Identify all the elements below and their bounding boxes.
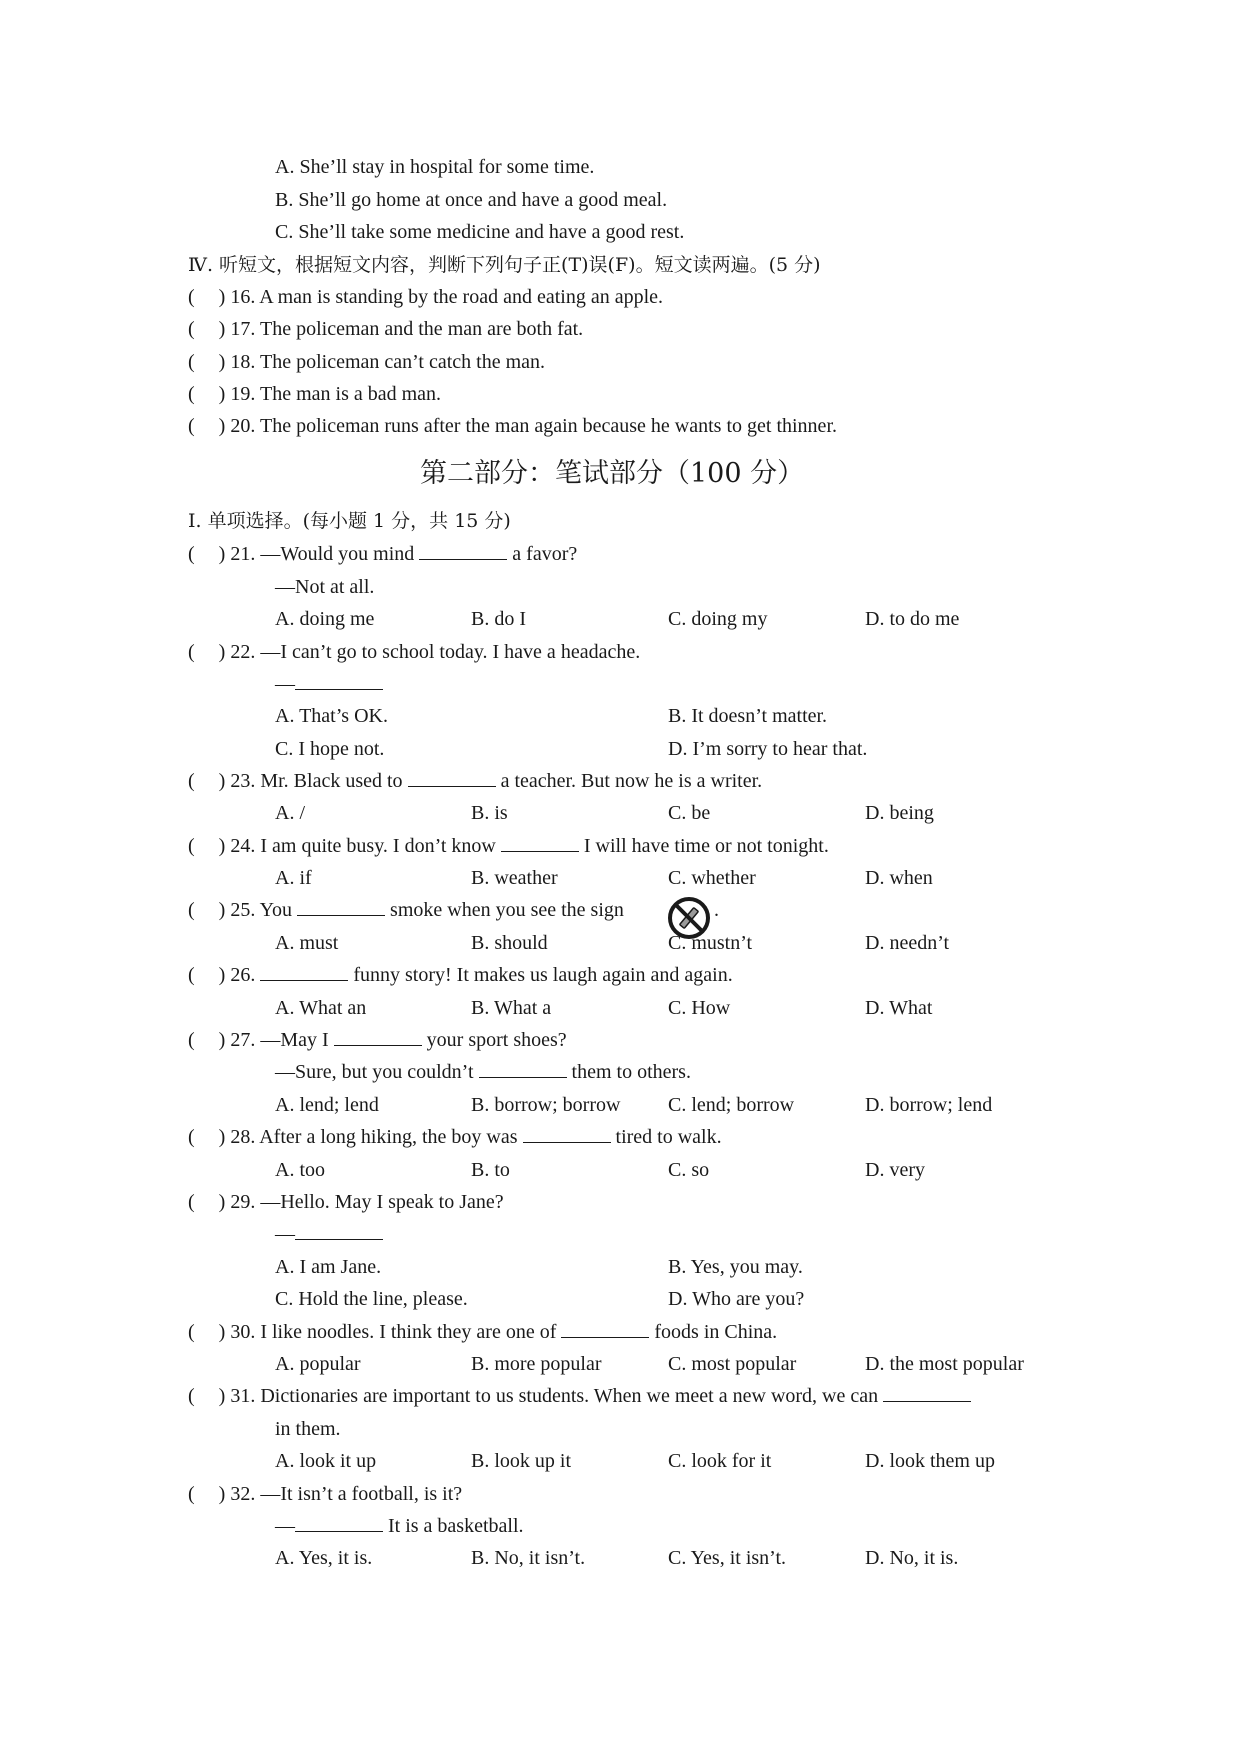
option-d: D. being — [865, 802, 934, 824]
question-stem: I will have time or not tonight. — [583, 835, 829, 857]
dialogue-reply — [275, 1514, 524, 1538]
answer-bracket-open: ( — [188, 1029, 195, 1051]
option-a: A. doing me — [275, 608, 375, 630]
option-c: C. How — [668, 997, 731, 1019]
option-c: C. She’ll take some medicine and have a good rest. — [275, 221, 685, 243]
question-stem: 23. Mr. Black used to — [230, 770, 403, 792]
question-stem: tired to walk. — [615, 1126, 722, 1148]
tf-item — [188, 285, 663, 309]
question-22 — [188, 640, 640, 664]
answer-bracket-close: ) — [218, 899, 226, 921]
answer-bracket-close: ) — [218, 770, 226, 792]
option-b: B. She’ll go home at once and have a good meal. — [275, 189, 668, 211]
option-a: A. I am Jane. — [275, 1256, 382, 1278]
option-c: C. mustn’t — [668, 932, 753, 954]
answer-bracket-close: ) — [218, 1191, 226, 1213]
tf-item — [188, 350, 545, 374]
answer-bracket-close: ) — [218, 383, 226, 405]
option-c: C. so — [668, 1159, 710, 1181]
answer-bracket-open: ( — [188, 835, 195, 857]
option-d: D. needn’t — [865, 932, 950, 954]
option-d: D. I’m sorry to hear that. — [668, 738, 868, 760]
answer-blank — [501, 834, 579, 852]
question-stem: 31. Dictionaries are important to us students. When we meet a new word, we can — [230, 1385, 879, 1407]
answer-blank — [295, 1222, 383, 1240]
answer-bracket-open: ( — [188, 286, 195, 308]
answer-bracket-close: ) — [218, 415, 226, 437]
tf-item — [188, 382, 441, 406]
question-stem: 21. —Would you mind — [230, 543, 415, 565]
question-stem: 32. —It isn’t a football, is it? — [230, 1483, 463, 1505]
option-d: D. Who are you? — [668, 1288, 805, 1310]
answer-bracket-open: ( — [188, 351, 195, 373]
question-31 — [188, 1384, 971, 1408]
option-c: C. most popular — [668, 1353, 797, 1375]
answer-bracket-close: ) — [218, 1483, 226, 1505]
dialogue-reply — [275, 672, 383, 696]
question-stem: funny story! It makes us laugh again and again. — [353, 964, 733, 986]
option-c: C. be — [668, 802, 711, 824]
question-26 — [188, 963, 733, 987]
answer-bracket-open: ( — [188, 899, 195, 921]
answer-blank — [260, 963, 348, 981]
option-d: D. to do me — [865, 608, 960, 630]
question-32 — [188, 1482, 462, 1506]
dialogue-reply — [275, 1222, 383, 1246]
option-b: B. No, it isn’t. — [471, 1547, 586, 1569]
question-stem: your sport shoes? — [426, 1029, 567, 1051]
option-b: B. to — [471, 1159, 510, 1181]
option-a: A. popular — [275, 1353, 361, 1375]
part-two-heading: 第二部分：笔试部分（100 分） — [420, 458, 805, 489]
option-b: B. weather — [471, 867, 558, 889]
answer-blank — [479, 1060, 567, 1078]
option-b: B. borrow; borrow — [471, 1094, 621, 1116]
dialogue-reply — [275, 1060, 691, 1084]
question-stem: —Sure, but you couldn’t — [275, 1061, 474, 1083]
option-d: D. borrow; lend — [865, 1094, 993, 1116]
question-stem: 22. —I can’t go to school today. I have a headache. — [230, 641, 641, 663]
answer-blank — [334, 1028, 422, 1046]
question-stem: 25. You — [230, 899, 293, 921]
option-c: C. whether — [668, 867, 756, 889]
answer-bracket-close: ) — [218, 1126, 226, 1148]
option-d: D. look them up — [865, 1450, 995, 1472]
option-b: B. more popular — [471, 1353, 602, 1375]
tf-item — [188, 317, 583, 341]
answer-bracket-open: ( — [188, 318, 195, 340]
option-d: D. No, it is. — [865, 1547, 959, 1569]
tf-item — [188, 414, 837, 438]
answer-blank — [295, 1514, 383, 1532]
question-23 — [188, 769, 762, 793]
answer-bracket-close: ) — [218, 1321, 226, 1343]
answer-blank — [419, 542, 507, 560]
answer-blank — [408, 769, 496, 787]
answer-bracket-open: ( — [188, 415, 195, 437]
option-b: B. look up it — [471, 1450, 572, 1472]
option-a: A. too — [275, 1159, 325, 1181]
question-stem: 30. I like noodles. I think they are one of — [230, 1321, 557, 1343]
option-a: A. What an — [275, 997, 367, 1019]
option-b: B. What a — [471, 997, 552, 1019]
option-a: A. lend; lend — [275, 1094, 379, 1116]
option-b: B. is — [471, 802, 508, 824]
question-29 — [188, 1190, 504, 1214]
reply-dash: — — [275, 673, 295, 695]
option-a: A. look it up — [275, 1450, 377, 1472]
tf-statement: 16. A man is standing by the road and eating an apple. — [230, 286, 664, 308]
question-24 — [188, 834, 829, 858]
option-a: A. Yes, it is. — [275, 1547, 373, 1569]
question-stem: 28. After a long hiking, the boy was — [230, 1126, 518, 1148]
tf-statement: 18. The policeman can’t catch the man. — [230, 351, 546, 373]
answer-bracket-open: ( — [188, 1126, 195, 1148]
section-iv-title: Ⅳ. 听短文，根据短文内容，判断下列句子正(T)误(F)。短文读两遍。(5 分) — [188, 254, 821, 276]
answer-bracket-open: ( — [188, 1191, 195, 1213]
option-a: A. She’ll stay in hospital for some time. — [275, 156, 595, 178]
answer-blank — [295, 672, 383, 690]
option-b: B. should — [471, 932, 548, 954]
question-stem: a favor? — [512, 543, 578, 565]
answer-bracket-close: ) — [218, 351, 226, 373]
option-c: C. lend; borrow — [668, 1094, 795, 1116]
question-stem: a teacher. But now he is a writer. — [500, 770, 763, 792]
answer-bracket-close: ) — [218, 543, 226, 565]
question-27 — [188, 1028, 567, 1052]
option-c: C. I hope not. — [275, 738, 385, 760]
answer-bracket-close: ) — [218, 286, 226, 308]
section-i-title: Ⅰ. 单项选择。(每小题 1 分，共 15 分) — [188, 510, 511, 532]
answer-bracket-close: ) — [218, 1029, 226, 1051]
dialogue-reply: —Not at all. — [275, 576, 375, 598]
option-c: C. Hold the line, please. — [275, 1288, 468, 1310]
option-b: B. It doesn’t matter. — [668, 705, 828, 727]
reply-dash: — — [275, 1515, 295, 1537]
answer-bracket-open: ( — [188, 383, 195, 405]
answer-bracket-open: ( — [188, 641, 195, 663]
option-b: B. do I — [471, 608, 526, 630]
answer-blank — [523, 1125, 611, 1143]
question-stem: 27. —May I — [230, 1029, 329, 1051]
answer-bracket-open: ( — [188, 1385, 195, 1407]
question-30 — [188, 1320, 777, 1344]
question-21 — [188, 542, 577, 566]
answer-bracket-close: ) — [218, 964, 226, 986]
option-c: C. doing my — [668, 608, 768, 630]
answer-bracket-open: ( — [188, 964, 195, 986]
question-stem: foods in China. — [654, 1321, 778, 1343]
sentence-period: . — [714, 899, 719, 921]
tf-statement: 19. The man is a bad man. — [230, 383, 442, 405]
option-a: A. must — [275, 932, 339, 954]
question-stem: 24. I am quite busy. I don’t know — [230, 835, 496, 857]
answer-bracket-close: ) — [218, 641, 226, 663]
answer-blank — [561, 1320, 649, 1338]
question-stem: 29. —Hello. May I speak to Jane? — [230, 1191, 504, 1213]
option-a: A. / — [275, 802, 305, 824]
answer-blank — [297, 898, 385, 916]
option-b: B. Yes, you may. — [668, 1256, 803, 1278]
option-a: A. if — [275, 867, 312, 889]
question-continuation: in them. — [275, 1418, 341, 1440]
answer-bracket-close: ) — [218, 835, 226, 857]
option-d: D. very — [865, 1159, 925, 1181]
option-a: A. That’s OK. — [275, 705, 388, 727]
question-stem: It is a basketball. — [388, 1515, 524, 1537]
reply-dash: — — [275, 1223, 295, 1245]
option-c: C. look for it — [668, 1450, 772, 1472]
option-d: D. the most popular — [865, 1353, 1024, 1375]
answer-bracket-open: ( — [188, 770, 195, 792]
option-c: C. Yes, it isn’t. — [668, 1547, 787, 1569]
answer-bracket-open: ( — [188, 1321, 195, 1343]
question-stem: 26. — [230, 964, 256, 986]
question-28 — [188, 1125, 722, 1149]
option-d: D. when — [865, 867, 933, 889]
question-stem: them to others. — [571, 1061, 691, 1083]
answer-bracket-close: ) — [218, 1385, 226, 1407]
tf-statement: 20. The policeman runs after the man again because he wants to get thinner. — [230, 415, 837, 437]
question-stem: smoke when you see the sign — [390, 899, 624, 921]
tf-statement: 17. The policeman and the man are both fat. — [230, 318, 584, 340]
question-25 — [188, 898, 624, 922]
answer-bracket-open: ( — [188, 1483, 195, 1505]
answer-blank — [883, 1384, 971, 1402]
option-d: D. What — [865, 997, 933, 1019]
answer-bracket-open: ( — [188, 543, 195, 565]
answer-bracket-close: ) — [218, 318, 226, 340]
